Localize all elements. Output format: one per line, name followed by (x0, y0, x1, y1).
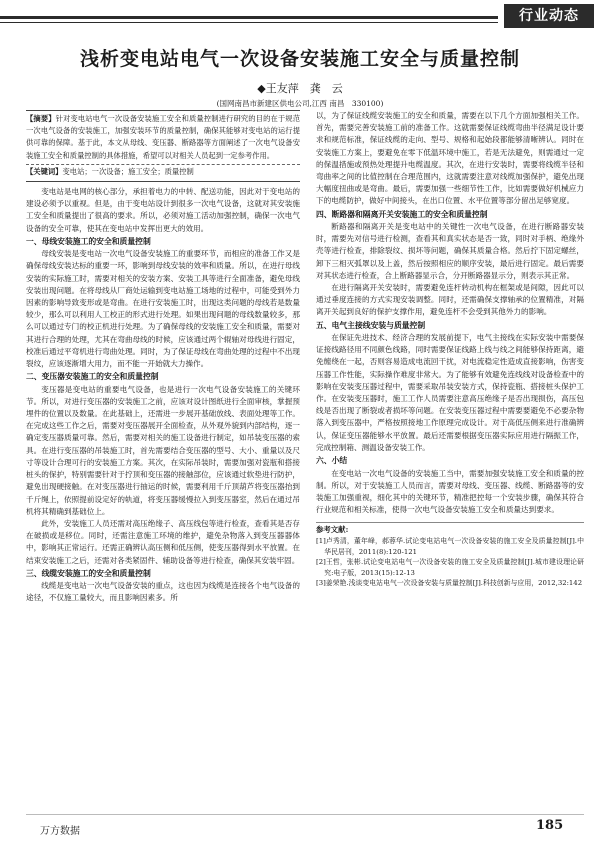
abstract-text: 针对变电站电气一次设备安装施工安全和质量控制进行研究的目的在于规范一次电气设备的安装施工，加强安装环节的质量控制，确保其能够对变电站的运行提供可靠的保障。基于此，本文从母线、变压器、断路器等方面阐述了一次电气设备安装施工安全和质量控制的具体措施，希望可以对相关人员起到一定参考作用。 (26, 114, 301, 160)
intro-paragraph: 变电站是电网的核心部分，承担着电力的中转、配送功能，因此对于变电站的建设必须予以重视。但是，由于变电站设计到很多一次电气设备，这就对其安装施工安全和质量提出了很高的要求。所以，必须对施工活动加强控制，确保一次电气设备的安全可靠，使其在变电站中发挥出更大的效用。 (26, 187, 300, 233)
abstract-label: 【摘要】 (26, 114, 56, 123)
heading-busbar: 一、母线安装施工的安全和质量控制 (26, 236, 151, 246)
article-title: 浅析变电站电气一次设备安装施工安全与质量控制 (79, 48, 520, 70)
transformer-paragraph-2: 此外，安装施工人员还需对高压绝缘子、高压线包等进行检查，查看其是否存在破损或是移位。同时，还需注意施工环境的维护，避免杂物落入到变压器器体中，影响其正常运行。还需正确辨认高压侧和低压侧，使变压器得到水平放置。在结束安装施工之后，还需对各类紧固件、辅助设备等进行检查，确保其安装牢固。 (26, 518, 300, 565)
reference-item: [1]卢秀清，董年峰，郝蓉华.试论变电站电气一次设备安装的施工安全及质量控制[J].中华民居刊，2011(8):120-121 (316, 536, 584, 556)
cable-paragraph: 线缆是变电站一次电气设备安装的重点，这也因为线缆是连接各个电气设备的途径，不仅施工量较大，而且影响因素多。所 (26, 581, 300, 603)
busbar-paragraph: 母线安装是变电站一次电气设备安装施工的重要环节，而相应的准备工作又是确保母线安装达标的重要一环，影响到母线安装的效率和质量。所以，在进行母线安装的实际施工时，需要对相关的安装方案、安装工具等进行全面准备，避免母线安装出现问题。在将母线从厂商处运输到变电站施工场地的过程中，可能受到外力因素的影响导致变形或是弯曲。在进行安装施工时，出现这类问题的母线若是数量较少，那么可以利用人工校正的形式进行处理。如果出现问题的母线数量较多，那么可以通过专门的校正机进行处理。为了确保母线的安装施工安全和质量，需要对其进行合理的处理，尤其在弯曲母线的时候，应该通过两个辊轴对母线进行固定，校准后通过平弯机进行弯曲处理。同时，为了保证母线在弯曲处理的过程中不出现裂纹，应该逐渐增大用力，而不能一开始就大力操作。 (26, 249, 300, 369)
abstract (26, 113, 300, 162)
header-rule (0, 16, 498, 19)
heading-summary: 六、小结 (316, 456, 348, 466)
heading-transformer: 二、变压器安装施工的安全和质量控制 (26, 372, 159, 382)
reference-item: [2]王哲，张彬.试论变电站电气一次设备安装的施工安全及质量控制[J].城市建设理论研究:电子版，2013(15):12-13 (316, 558, 584, 577)
header-bar (0, 0, 600, 30)
keywords-label: 【关键词】 (26, 166, 63, 176)
article-authors: ◆王友萍 龚 云 (257, 82, 343, 95)
left-column (26, 110, 300, 605)
abstract-box (26, 110, 300, 182)
references-title: 参考文献: (316, 525, 349, 535)
keywords-text: 变电站；一次设备；施工安全；质量控制 (62, 166, 194, 176)
transformer-paragraph-1: 变压器是变电站的重要电气设备，也是进行一次电气设备安装施工的关键环节。所以，对进行变压器的安装施工之前，应该对设计图纸进行全面审核，掌握预埋件的位置以及数量。在此基础上，还需进一步展开基础放线、表面处理等工作。在完成这些工作之后，需要对变压器展开全面检查，从外观外貌到内部结构，逐一确定变压器质量可靠。然后，需要对相关的施工设备进行制定，如吊装变压器的索具。在进行变压器的吊装施工时，首先需要结合变压器的型号、大小、重量以及尺寸等设计合理可行的安装施工方案。其次，在实际吊装时，需要加强对瓷瓶和搭接桩头的保护，特别需要针对于拧顶和变压器的接触部位，应该通过软垫进行防护，避免出现硬接触。在对变压器进行抽运的时候，需要利用千斤顶葫芦将变压器抬到千斤绳上，依照提前设定好的轨道，将变压器缓慢拉入到变压器室，然后在通过吊机将其精确到基础位上。 (26, 384, 300, 516)
section-tag: 行业动态 (504, 4, 594, 28)
heading-main-wiring: 五、电气主接线安装与质量控制 (316, 320, 426, 330)
heading-breaker: 四、断路器和隔离开关安装施工的安全和质量控制 (316, 209, 488, 219)
footer-watermark: 万方数据 (40, 826, 80, 837)
heading-cable: 三、线缆安装施工的安全和质量控制 (26, 568, 151, 578)
page-number: 185 (536, 818, 564, 833)
keywords (26, 164, 300, 178)
breaker-paragraph-1: 断路器和隔离开关是变电站中的关键性一次电气设备，在进行断路器安装时，需要先对信号进行检测，查看其和真实状态是否一致，同时对手柄、绝缘外壳等进行检查，排除裂纹、损坏等问题，确保其质量合格。然后拧下固定螺丝，卸下三相灭弧罩以及上盖，然后按照相应的顺序安装，最后进行固定。最后需要对其状态进行检查，合上断路器显示合，分开断路器显示分，则表示其正常。 (316, 222, 584, 280)
main-wiring-paragraph: 在保证先进技术、经济合理的发展前提下，电气主接线在实际安装中需要保证接线路径用不同颜色线路，同时需要保证线路上线与线之间能够保持距离，避免缠绕在一起，否则容易造成电流回干扰，对电流稳定性造成直接影响，伤害变压器工作性能，实际操作难度非常大。为了能够有效避免连线线对设备检查中的影响在安装变压器过程中，需要采取吊装安装方式，保持瓷瓶、搭接桩头保护工作。在安装变压器时，施工工作人员需要注意高压绝缘子是否出现损伤，高压包线是否出现了断裂或者损坏等问题。在安装变压器过程中需要要避免不必要杂物落入到变压器中，严格按照接地工作原理完成设计。对于高低压侧来进行准确辨认，保证变压器能够水平放置。最后还需要根据变压器实际应用进行隔振工作，完成控制箱、测温设备安装工作。 (316, 333, 584, 452)
breaker-paragraph-2: 在进行隔离开关安装时，需要避免连杆转动机构在框架或是间隙，因此可以通过垂度连接的方式实现安装调整。同时，还需确保支撑轴承的位置精准，对隔离开关起到良好的保护支撑作用，避免连杆不会受到其他外力的影响。 (316, 283, 584, 317)
header-rule-thin (0, 22, 498, 23)
footer-rule (26, 814, 584, 815)
summary-paragraph: 在变电站一次电气设备的安装施工当中，需要加强安装施工安全和质量的控制。所以，对于安装施工人员而言，需要对母线、变压器、线缆、断路器等的安装施工加强重视，细化其中的关键环节，精准把控每一个安装步骤，确保其符合行业规范和相关标准，使得一次电气设备安装施工安全和质量达到要求。 (316, 468, 584, 515)
references (316, 522, 584, 589)
right-column (316, 110, 584, 589)
reference-item: [3]姜荣艳.浅谈变电站电气一次设备安装与质量控制[J].科技创新与应用，2012,32:142 (316, 579, 583, 588)
author-affiliation: (国网南昌市新建区供电公司,江西 南昌 330100) (216, 99, 384, 108)
cable-paragraph-continued: 以，为了保证线缆安装施工的安全和质量，需要在以下几个方面加强相关工作。首先，需要完善安装施工前的准备工作。这就需要保证线缆弯曲半径满足设计要求和规范标准，保证线缆的走向、型号、规格和起始段都能够清晰辨认。同时在安装施工方案上，要避免在零下低温环境中施工，若是无法避免，则需通过一定的保温措施或预热处理提升电缆温度。其次，在进行安装时，需要将线缆半径和弯曲率之间的比值控制在合理范围内，这就需要注意对线缆加强保护，避免出现大幅度扭曲或是弯曲。最后，需要加强一些细节性工作，比如需要做好机械应力下的电缆防护，做好中间接头，在出口位置、水平位置等部分留出足够宽度。 (316, 111, 584, 206)
